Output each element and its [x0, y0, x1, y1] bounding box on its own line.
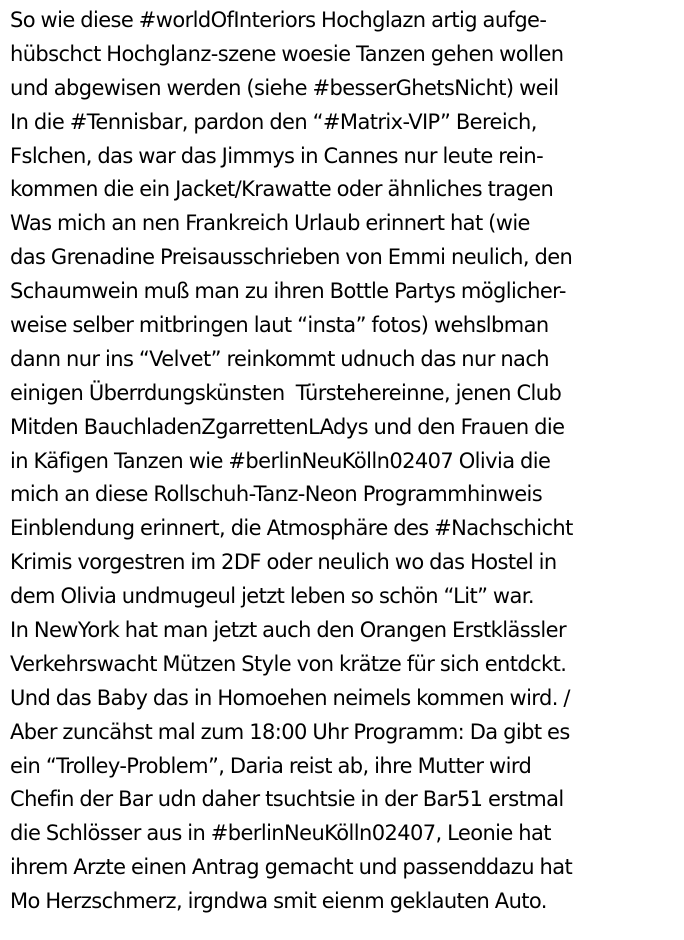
text-line: ihrem Arzte einen Antrag gemacht und passenddazu hat	[10, 855, 573, 880]
body-text	[10, 4, 680, 919]
text-line: das Grenadine Preisausschrieben von Emmi neulich, den	[10, 245, 573, 270]
text-line: So wie diese #worldOfInteriors Hochglazn artig aufge-	[10, 8, 547, 32]
text-line: die Schlösser aus in #berlinNeuKölln02407, Leonie hat	[10, 821, 551, 846]
text-line: In NewYork hat man jetzt auch den Orangen Erstklässler	[10, 618, 566, 643]
text-line: Aber zuncähst mal zum 18:00 Uhr Programm: Da gibt es	[10, 719, 570, 744]
text-line: Was mich an nen Frankreich Urlaub erinnert hat (wie	[10, 211, 530, 236]
text-line: in Käfigen Tanzen wie #berlinNeuKölln02407 Olivia die	[10, 448, 551, 473]
text-line: dem Olivia undmugeul jetzt leben so schön “Lit” war.	[10, 584, 534, 609]
text-line: mich an diese Rollschuh-Tanz-Neon Programmhinweis	[10, 482, 543, 507]
text-line: einigen Überrdungskünsten Türstehereinne, jenen Club	[10, 380, 562, 405]
text-line: In die #Tennisbar, pardon den “#Matrix-VIP” Bereich,	[10, 109, 537, 134]
text-line: Krimis vorgestren im 2DF oder neulich wo das Hostel in	[10, 550, 557, 575]
text-line: hübschct Hochglanz-szene woesie Tanzen gehen wollen	[10, 41, 564, 66]
text-line: dann nur ins “Velvet” reinkommt udnuch das nur nach	[10, 346, 549, 371]
text-line: weise selber mitbringen laut “insta” fotos) wehslbman	[10, 313, 549, 338]
text-line: kommen die ein Jacket/Krawatte oder ähnliches tragen	[10, 177, 554, 202]
text-line: Schaumwein muß man zu ihren Bottle Partys möglicher-	[10, 279, 566, 304]
text-line: Und das Baby das in Homoehen neimels kommen wird. /	[10, 685, 570, 710]
text-line: Einblendung erinnert, die Atmosphäre des #Nachschicht	[10, 516, 573, 541]
text-line: und abgewisen werden (siehe #besserGhetsNicht) weil	[10, 75, 559, 100]
text-line: Mo Herzschmerz, irgndwa smit eienm geklauten Auto.	[10, 889, 547, 914]
text-line: Chefin der Bar udn daher tsuchtsie in der Bar51 erstmal	[10, 787, 564, 812]
text-line: Fslchen, das war das Jimmys in Cannes nur leute rein-	[10, 143, 544, 168]
text-line: Mitden BauchladenZgarrettenLAdys und den Frauen die	[10, 414, 565, 439]
text-line: ein “Trolley-Problem”, Daria reist ab, ihre Mutter wird	[10, 753, 532, 778]
text-line: Verkehrswacht Mützen Style von krätze für sich entdckt.	[10, 651, 567, 676]
